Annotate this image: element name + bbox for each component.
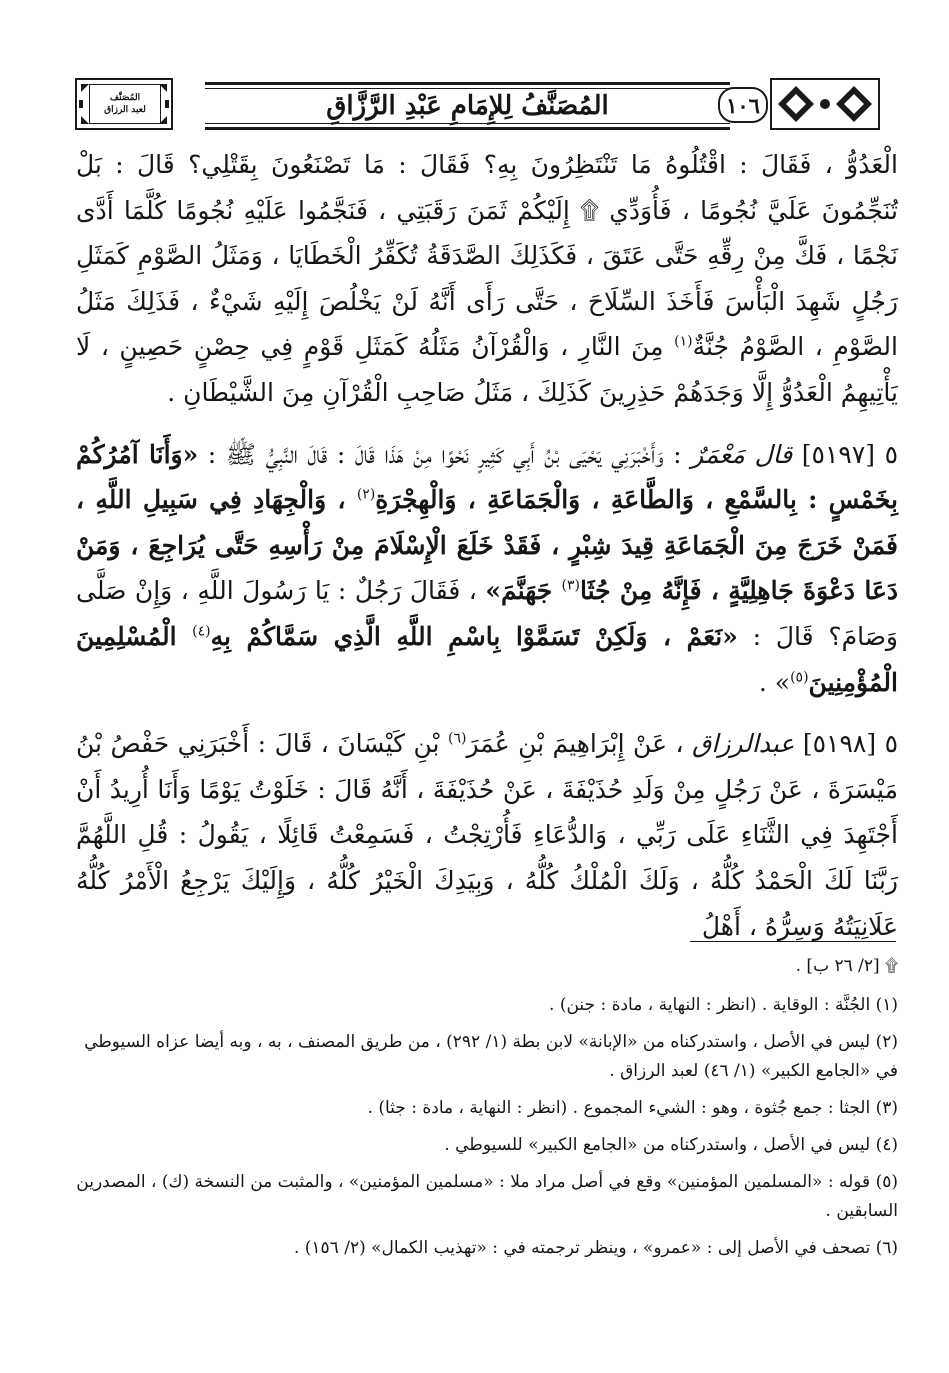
main-text bbox=[76, 142, 898, 949]
prophetic-quote: ، وَالْجِهَادِ فِي سَبِيلِ اللَّهِ ، فَمَنْ خَرَجَ مِنَ الْجَمَاعَةِ قِيدَ شِبْرٍ ، فَقَدْ خَلَعَ الْإِسْلَامَ مِنْ رَأْسِهِ حَتَّى يُرَاجِعَ ، وَمَنْ دَعَا دَعْوَةَ جَاهِلِيَّةٍ ، فَإِنَّهُ مِنْ جُثَا bbox=[76, 485, 898, 606]
paragraph-text-end: مِنَ النَّارِ ، وَالْقُرْآنُ مَثَلُهُ كَمَثَلِ قَوْمٍ فِي حِصْنٍ حَصِينٍ ، لَا يَأْتِيهِمُ الْعَدُوُّ إِلَّا وَجَدَهُمْ حَذِرِينَ كَذَلِكَ ، مَثَلُ صَاحِبِ الْقُرْآنِ مِنَ الشَّيْطَانِ . bbox=[76, 332, 898, 407]
prophetic-quote: جَهَنَّمَ» bbox=[485, 576, 562, 606]
page-header bbox=[75, 78, 880, 130]
logo-line-2: لعبد الرزاق bbox=[104, 105, 146, 115]
footnotes bbox=[76, 952, 898, 1271]
header-logo bbox=[89, 84, 161, 124]
hadith-number: ٥ [٥١٩٨] bbox=[802, 729, 899, 759]
hadith-chain: ، عَنْ إِبْرَاهِيمَ بْنِ عُمَرَ bbox=[466, 729, 693, 759]
manuscript-marker: ۩ [٢/ ٢٦ ب] . bbox=[795, 956, 898, 976]
hadith-text: بْنِ كَيْسَانَ ، قَالَ : أَخْبَرَنِي حَفْصُ بْنُ مَيْسَرَةَ ، عَنْ رَجُلٍ مِنْ وَلَدِ حُذَيْفَةَ ، عَنْ حُذَيْفَةَ ، أَنَّهُ قَالَ : خَلَوْتُ يَوْمًا وَأَنَا أُرِيدُ أَنْ أَجْتَهِدَ فِي الثَّنَاءِ عَلَى رَبِّي ، وَالدُّعَاءِ فَأُرْتِجْتُ ، فَسَمِعْتُ قَائِلًا ، يَقُولُ : قُلِ اللَّهُمَّ رَبَّنَا لَكَ الْحَمْدُ كُلُّهُ ، وَلَكَ الْمُلْكُ كُلُّهُ ، وَبِيَدِكَ الْخَيْرُ كُلُّهُ ، وَإِلَيْكَ يَرْجِعُ الْأَمْرُ كُلُّهُ عَلَانِيَتُهُ وَسِرُّهُ ، أَهْلُ bbox=[76, 729, 898, 941]
footnote-ref-4[interactable]: (٤) bbox=[192, 623, 211, 640]
hadith-chain: : وَأَخْبَرَنِي يَحْيَى بْنُ أَبِي كَثِيرٍ نَحْوًا مِنْ هَذَا قَالَ : قَالَ النَّبِيُّ ﷺ : bbox=[198, 439, 692, 469]
footnote-1: (١) الجُنَّة : الوقاية . (انظر : النهاية ، مادة : جنن) . bbox=[549, 995, 898, 1015]
hadith-speaker: عبدالرزاق bbox=[692, 729, 803, 759]
footnote-5: (٥) قوله : «المسلمين المؤمنين» وقع في أصل مراد ملا : «مسلمين المؤمنين» ، والمثبت من النسخة (ك) ، المصدرين السابقين . bbox=[76, 1172, 898, 1221]
paragraph-text: الْعَدُوُّ ، فَقَالَ : اقْتُلُوهُ مَا تَنْتَظِرُونَ بِهِ؟ فَقَالَ : مَا تَصْنَعُونَ بِقَتْلِي؟ قَالَ : بَلْ تُنَجِّمُونَ عَلَيَّ نُجُومًا ، فَأُوَدِّي ۩ إِلَيْكُمْ ثَمَنَ رَقَبَتِي ، فَنَجَّمُوا عَلَيْهِ نُجُومًا كُلَّمَا أَدَّى نَجْمًا ، فَكَّ مِنْ رِقِّهِ حَتَّى عَتَقَ ، فَكَذَلِكَ الصَّدَقَةُ تُكَفِّرُ الْخَطَايَا ، وَمَثَلُ الصَّوْمِ كَمَثَلِ رَجُلٍ شَهِدَ الْبَأْسَ فَأَخَذَ السِّلَاحَ ، حَتَّى رَأَى أَنَّهُ لَنْ يَخْلُصَ إِلَيْهِ شَيْءٌ ، فَذَلِكَ مَثَلُ الصَّوْمِ ، الصَّوْمُ جُنَّةٌ bbox=[76, 150, 898, 362]
footnote-2: (٢) ليس في الأصل ، واستدركناه من «الإبانة» لابن بطة (١/ ٢٩٢) ، من طريق المصنف ، به ، وبه أيضا عزاه السيوطي في «الجامع الكبير» (١/ ٤٦) لعبد الرزاق . bbox=[84, 1032, 898, 1081]
logo-line-1: المُصَنَّف bbox=[109, 93, 141, 103]
hadith-5197 bbox=[76, 432, 898, 706]
footnote-ref-6[interactable]: (٦) bbox=[447, 730, 467, 747]
footnote-ref-2[interactable]: (٢) bbox=[356, 486, 376, 503]
paragraph-continuation bbox=[76, 142, 898, 416]
prophetic-quote: «نَعَمْ ، وَلَكِنْ تَسَمَّوْا بِاسْمِ اللَّهِ الَّذِي سَمَّاكُمْ بِهِ bbox=[210, 621, 738, 651]
footnote-6: (٦) تصحف في الأصل إلى : «عمرو» ، وينظر ترجمته في : «تهذيب الكمال» (٢/ ١٥٦) . bbox=[293, 1238, 898, 1258]
hadith-text-end: » . bbox=[758, 667, 791, 697]
page-number: ١٠٦ bbox=[718, 87, 768, 123]
hadith-number: ٥ [٥١٩٧] bbox=[801, 439, 899, 469]
footnote-ref-1[interactable]: (١) bbox=[674, 334, 693, 351]
hadith-speaker: قال مَعْمَرٌ bbox=[691, 439, 802, 469]
title-band bbox=[205, 82, 730, 130]
footnote-4: (٤) ليس في الأصل ، واستدركناه من «الجامع الكبير» للسيوطي . bbox=[444, 1135, 898, 1155]
prophetic-quote: «وَأَنَا آمُرُكُمْ بِخَمْسٍ : بِالسَّمْعِ ، وَالطَّاعَةِ ، وَالْجَمَاعَةِ ، وَالْهِجْرَةِ bbox=[76, 439, 898, 515]
footnote-3: (٣) الجثا : جمع جُثوة ، وهو : الشيء المجموع . (انظر : النهاية ، مادة : جثا) . bbox=[367, 1098, 898, 1118]
book-title: المُصَنَّفُ لِلإِمَامِ عَبْدِ الرَّزَّاقِ bbox=[326, 91, 609, 121]
prophetic-quote: الْمُسْلِمِينَ الْمُؤْمِنِينَ bbox=[76, 621, 898, 697]
ornament-right-icon bbox=[770, 78, 880, 130]
footnote-ref-5[interactable]: (٥) bbox=[790, 669, 809, 686]
hadith-5198 bbox=[76, 721, 898, 949]
hadith-text: ، فَقَالَ رَجُلٌ : يَا رَسُولَ اللَّهِ ، وَإِنْ صَلَّى وَصَامَ؟ قَالَ : bbox=[76, 576, 899, 651]
footnote-ref-3[interactable]: (٣) bbox=[561, 578, 580, 595]
footnote-separator bbox=[690, 941, 896, 942]
